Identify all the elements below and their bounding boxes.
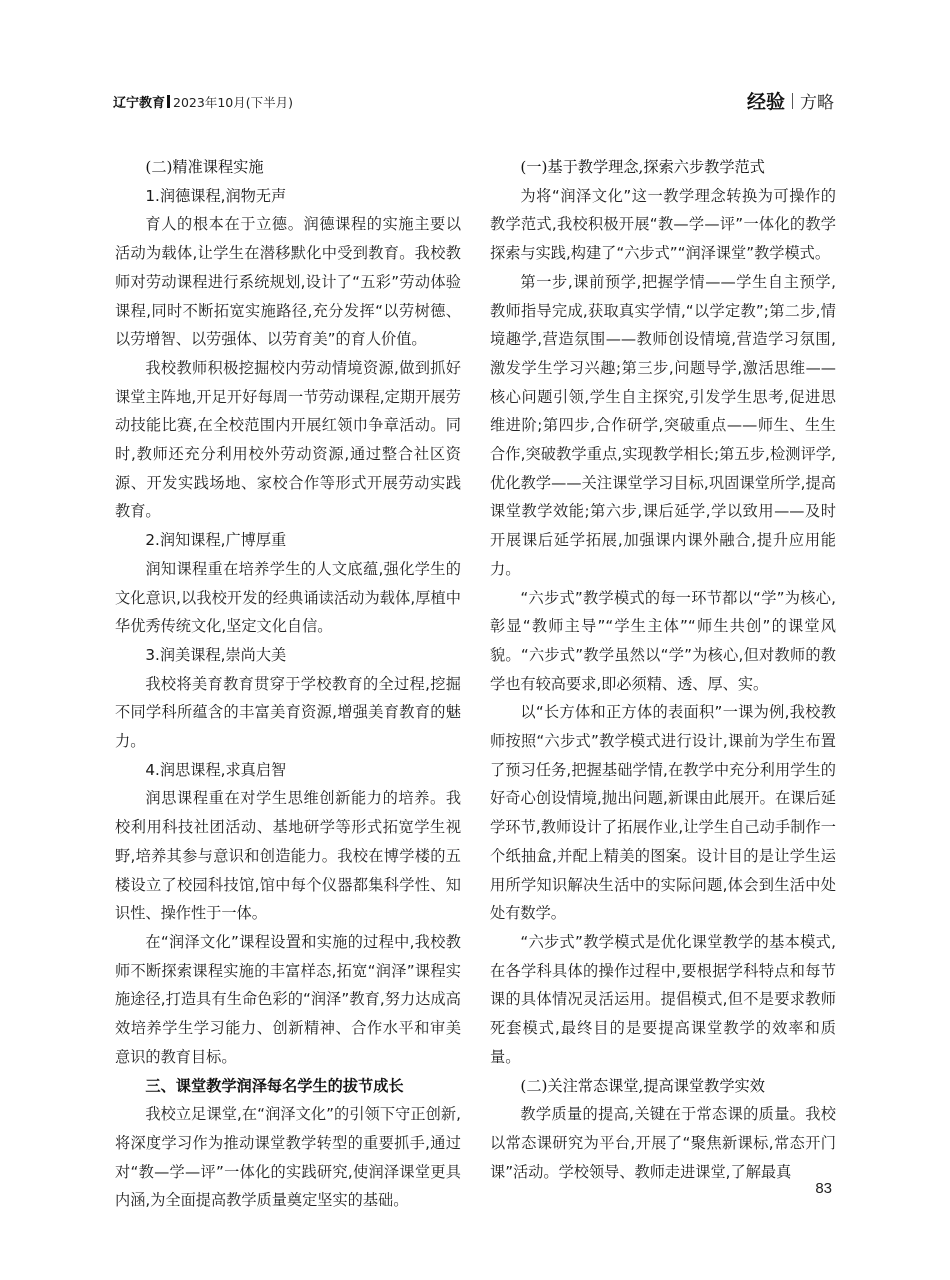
body-paragraph: 我校将美育教育贯穿于学校教育的全过程,挖掘不同学科所蕴含的丰富美育资源,增强美育教育的魅力。	[115, 674, 461, 751]
section-label-primary: 经验	[746, 91, 785, 113]
body-paragraph: 润知课程重在培养学生的人文底蕴,强化学生的文化意识,以我校开发的经典诵读活动为载体,厚植中华优秀传统文化,坚定文化自信。	[115, 559, 461, 636]
right-column	[490, 153, 836, 1186]
section-heading: 三、课堂教学润泽每名学生的拔节成长	[145, 1076, 404, 1095]
body-paragraph: 我校立足课堂,在“润泽文化”的引领下守正创新,将深度学习作为推动课堂教学转型的重要抓手,通过对“教—学—评”一体化的实践研究,使润泽课堂更具内涵,为全面提高教学质量奠定坚实的基础。	[115, 1105, 461, 1210]
item-heading: 2.润知课程,广博厚重	[145, 531, 287, 550]
item-heading: 4.润思课程,求真启智	[145, 760, 287, 779]
body-paragraph: 润思课程重在对学生思维创新能力的培养。我校利用科技社团活动、基地研学等形式拓宽学生视野,培养其参与意识和创造能力。我校在博学楼的五楼设立了校园科技馆,馆中每个仪器都集科学性、知识性、操作性于一体。	[115, 789, 461, 923]
subsection-heading: (一)基于教学理念,探索六步教学范式	[520, 158, 765, 176]
body-paragraph: 第一步,课前预学,把握学情——学生自主预学,教师指导完成,获取真实学情,“以学定教”;第二步,情境趣学,营造氛围——教师创设情境,营造学习氛围,激发学生学习兴趣;第三步,问题导学,激活思维——核心问题引领,学生自主探究,引发学生思考,促进思维进阶;第四步,合作研学,突破重点——师生、生生合作,突破教学重点,实现教学相长;第五步,检测评学,优化教学——关注课堂学习目标,巩固课堂所学,提高课堂教学效能;第六步,课后延学,学以致用——及时开展课后延学拓展,加强课内课外融合,提升应用能力。	[490, 272, 836, 578]
body-paragraph: 在“润泽文化”课程设置和实施的过程中,我校教师不断探索课程实施的丰富样态,拓宽“润泽”课程实施途径,打造具有生命色彩的“润泽”教育,努力达成高效培养学生学习能力、创新精神、合作水平和审美意识的教育目标。	[115, 932, 461, 1066]
left-column	[115, 153, 461, 1215]
body-paragraph: “六步式”教学模式的每一环节都以“学”为核心,彰显“教师主导”“学生主体”“师生共创”的课堂风貌。“六步式”教学虽然以“学”为核心,但对教师的教学也有较高要求,即必须精、透、厚、实。	[490, 588, 836, 693]
section-label-secondary: 方略	[800, 93, 834, 113]
page-number: 83	[815, 1180, 832, 1197]
body-paragraph: 我校教师积极挖掘校内劳动情境资源,做到抓好课堂主阵地,开足开好每周一节劳动课程,定期开展劳动技能比赛,在全校范围内开展红领巾争章活动。同时,教师还充分利用校外劳动资源,通过整合社区资源、开发实践场地、家校合作等形式开展劳动实践教育。	[115, 358, 461, 521]
body-paragraph: “六步式”教学模式是优化课堂教学的基本模式,在各学科具体的操作过程中,要根据学科特点和每节课的具体情况灵活运用。提倡模式,但不是要求教师死套模式,最终目的是要提高课堂教学的效率和质量。	[490, 932, 836, 1066]
item-heading: 1.润德课程,润物无声	[145, 186, 287, 205]
issue-date: 2023年10月(下半月)	[173, 95, 293, 110]
item-heading: 3.润美课程,崇尚大美	[145, 645, 287, 664]
subsection-heading: (二)关注常态课堂,提高课堂教学实效	[520, 1076, 765, 1095]
body-paragraph: 以“长方体和正方体的表面积”一课为例,我校教师按照“六步式”教学模式进行设计,课前为学生布置了预习任务,把握基础学情,在教学中充分利用学生的好奇心创设情境,抛出问题,新课由此展开。在课后延学环节,教师设计了拓展作业,让学生自己动手制作一个纸抽盒,并配上精美的图案。设计目的是让学生运用所学知识解决生活中的实际问题,体会到生活中处处有数学。	[490, 703, 836, 923]
header-divider	[167, 95, 170, 108]
section-divider	[792, 93, 793, 109]
body-paragraph: 教学质量的提高,关键在于常态课的质量。我校以常态课研究为平台,开展了“聚焦新课标,常态开门课”活动。学校领导、教师走进课堂,了解最真	[490, 1105, 836, 1181]
running-header-right	[747, 90, 834, 115]
body-paragraph: 为将“润泽文化”这一教学理念转换为可操作的教学范式,我校积极开展“教—学—评”一体化的教学探索与实践,构建了“六步式”“润泽课堂”教学模式。	[490, 186, 836, 263]
journal-title: 辽宁教育	[113, 96, 166, 111]
subsection-heading: (二)精准课程实施	[145, 158, 264, 176]
body-paragraph: 育人的根本在于立德。润德课程的实施主要以活动为载体,让学生在潜移默化中受到教育。我校教师对劳动课程进行系统规划,设计了“五彩”劳动体验课程,同时不断拓宽实施路径,充分发挥“以劳树德、以劳增智、以劳强体、以劳育美”的育人价值。	[115, 215, 461, 349]
running-header-left	[113, 94, 293, 113]
